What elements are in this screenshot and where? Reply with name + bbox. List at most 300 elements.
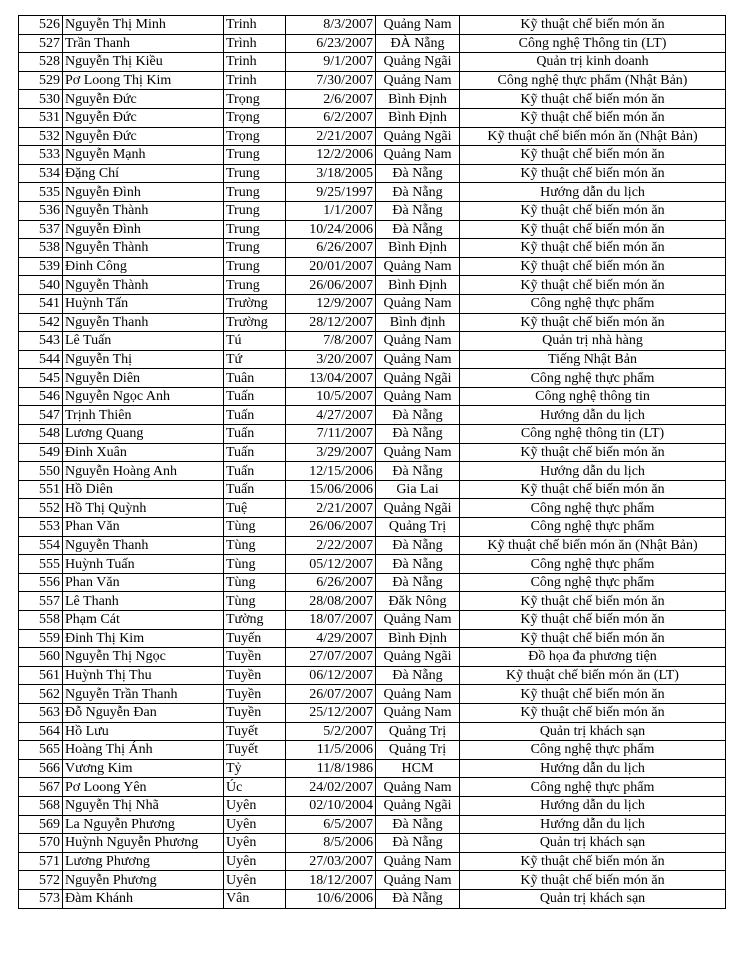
- province-cell: Quảng Nam: [376, 257, 460, 276]
- row-number: 571: [19, 852, 63, 871]
- birth-date-cell: 2/22/2007: [286, 536, 376, 555]
- major-cell: Công nghệ Thông tin (LT): [460, 34, 726, 53]
- province-cell: Đà Nẵng: [376, 462, 460, 481]
- province-cell: Đà Nẵng: [376, 815, 460, 834]
- row-number: 547: [19, 406, 63, 425]
- surname-cell: Nguyễn Thị Ngọc: [63, 648, 224, 667]
- table-row: [19, 350, 726, 369]
- birth-date-cell: 3/18/2005: [286, 164, 376, 183]
- given-name-cell: Uyên: [224, 834, 286, 853]
- table-row: [19, 146, 726, 165]
- row-number: 539: [19, 257, 63, 276]
- table-row: [19, 741, 726, 760]
- major-cell: Kỹ thuật chế biến món ăn: [460, 703, 726, 722]
- birth-date-cell: 28/12/2007: [286, 313, 376, 332]
- birth-date-cell: 12/9/2007: [286, 294, 376, 313]
- birth-date-cell: 9/1/2007: [286, 53, 376, 72]
- table-row: [19, 889, 726, 908]
- province-cell: Đà Nẵng: [376, 183, 460, 202]
- table-row: [19, 443, 726, 462]
- row-number: 532: [19, 127, 63, 146]
- given-name-cell: Trung: [224, 239, 286, 258]
- major-cell: Công nghệ thực phẩm: [460, 741, 726, 760]
- table-row: [19, 183, 726, 202]
- given-name-cell: Tuệ: [224, 499, 286, 518]
- surname-cell: Nguyễn Đức: [63, 90, 224, 109]
- table-row: [19, 164, 726, 183]
- surname-cell: Nguyễn Thành: [63, 239, 224, 258]
- birth-date-cell: 28/08/2007: [286, 592, 376, 611]
- major-cell: Kỹ thuật chế biến món ăn: [460, 164, 726, 183]
- major-cell: Hướng dẫn du lịch: [460, 759, 726, 778]
- major-cell: Kỹ thuật chế biến món ăn: [460, 592, 726, 611]
- table-row: [19, 257, 726, 276]
- given-name-cell: Tuyền: [224, 703, 286, 722]
- table-row: [19, 425, 726, 444]
- birth-date-cell: 05/12/2007: [286, 555, 376, 574]
- row-number: 555: [19, 555, 63, 574]
- province-cell: Bình Định: [376, 239, 460, 258]
- province-cell: Bình Định: [376, 108, 460, 127]
- given-name-cell: Trinh: [224, 71, 286, 90]
- table-row: [19, 722, 726, 741]
- given-name-cell: Vân: [224, 889, 286, 908]
- table-row: [19, 629, 726, 648]
- table-row: [19, 71, 726, 90]
- surname-cell: Nguyễn Hoàng Anh: [63, 462, 224, 481]
- row-number: 546: [19, 387, 63, 406]
- surname-cell: Lương Phương: [63, 852, 224, 871]
- major-cell: Công nghệ thực phẩm: [460, 369, 726, 388]
- row-number: 543: [19, 332, 63, 351]
- province-cell: Quảng Nam: [376, 16, 460, 35]
- birth-date-cell: 6/26/2007: [286, 573, 376, 592]
- row-number: 565: [19, 741, 63, 760]
- major-cell: Công nghệ thực phẩm: [460, 573, 726, 592]
- surname-cell: Đàm Khánh: [63, 889, 224, 908]
- province-cell: Đà Nẵng: [376, 555, 460, 574]
- major-cell: Hướng dẫn du lịch: [460, 815, 726, 834]
- province-cell: Bình Định: [376, 276, 460, 295]
- province-cell: Đăk Nông: [376, 592, 460, 611]
- major-cell: Kỹ thuật chế biến món ăn: [460, 852, 726, 871]
- surname-cell: Nguyễn Đức: [63, 108, 224, 127]
- row-number: 533: [19, 146, 63, 165]
- birth-date-cell: 6/26/2007: [286, 239, 376, 258]
- table-row: [19, 462, 726, 481]
- birth-date-cell: 6/5/2007: [286, 815, 376, 834]
- given-name-cell: Tuyến: [224, 629, 286, 648]
- table-row: [19, 332, 726, 351]
- major-cell: Hướng dẫn du lịch: [460, 796, 726, 815]
- given-name-cell: Tuyền: [224, 685, 286, 704]
- table-row: [19, 480, 726, 499]
- row-number: 548: [19, 425, 63, 444]
- given-name-cell: Tường: [224, 611, 286, 630]
- row-number: 557: [19, 592, 63, 611]
- birth-date-cell: 24/02/2007: [286, 778, 376, 797]
- given-name-cell: Tuấn: [224, 480, 286, 499]
- table-row: [19, 387, 726, 406]
- major-cell: Quản trị khách sạn: [460, 834, 726, 853]
- row-number: 550: [19, 462, 63, 481]
- surname-cell: Nguyễn Thị Nhã: [63, 796, 224, 815]
- major-cell: Quản trị kinh doanh: [460, 53, 726, 72]
- row-number: 528: [19, 53, 63, 72]
- surname-cell: Lương Quang: [63, 425, 224, 444]
- table-row: [19, 815, 726, 834]
- birth-date-cell: 2/21/2007: [286, 127, 376, 146]
- row-number: 556: [19, 573, 63, 592]
- province-cell: Đà Nẵng: [376, 425, 460, 444]
- surname-cell: Vương Kim: [63, 759, 224, 778]
- surname-cell: Huỳnh Thị Thu: [63, 666, 224, 685]
- surname-cell: Đinh Công: [63, 257, 224, 276]
- table-row: [19, 592, 726, 611]
- given-name-cell: Tuyền: [224, 666, 286, 685]
- major-cell: Kỹ thuật chế biến món ăn: [460, 108, 726, 127]
- row-number: 562: [19, 685, 63, 704]
- given-name-cell: Trinh: [224, 16, 286, 35]
- major-cell: Kỹ thuật chế biến món ăn (Nhật Bản): [460, 536, 726, 555]
- surname-cell: Nguyễn Phương: [63, 871, 224, 890]
- province-cell: HCM: [376, 759, 460, 778]
- table-row: [19, 852, 726, 871]
- province-cell: Quảng Nam: [376, 443, 460, 462]
- table-row: [19, 666, 726, 685]
- major-cell: Kỹ thuật chế biến món ăn: [460, 257, 726, 276]
- birth-date-cell: 06/12/2007: [286, 666, 376, 685]
- major-cell: Kỹ thuật chế biến món ăn: [460, 16, 726, 35]
- province-cell: Quảng Nam: [376, 332, 460, 351]
- province-cell: Quảng Nam: [376, 703, 460, 722]
- birth-date-cell: 7/8/2007: [286, 332, 376, 351]
- province-cell: Quảng Ngãi: [376, 499, 460, 518]
- table-row: [19, 90, 726, 109]
- table-row: [19, 834, 726, 853]
- table-row: [19, 648, 726, 667]
- row-number: 559: [19, 629, 63, 648]
- given-name-cell: Trọng: [224, 108, 286, 127]
- birth-date-cell: 27/07/2007: [286, 648, 376, 667]
- table-row: [19, 703, 726, 722]
- major-cell: Công nghệ thông tin: [460, 387, 726, 406]
- province-cell: Quảng Ngãi: [376, 369, 460, 388]
- table-row: [19, 294, 726, 313]
- birth-date-cell: 26/06/2007: [286, 518, 376, 537]
- surname-cell: Nguyễn Đình: [63, 183, 224, 202]
- birth-date-cell: 26/07/2007: [286, 685, 376, 704]
- row-number: 545: [19, 369, 63, 388]
- birth-date-cell: 8/3/2007: [286, 16, 376, 35]
- birth-date-cell: 02/10/2004: [286, 796, 376, 815]
- major-cell: Quản trị khách sạn: [460, 889, 726, 908]
- given-name-cell: Tùng: [224, 573, 286, 592]
- given-name-cell: Trung: [224, 220, 286, 239]
- surname-cell: Pơ Loong Thị Kim: [63, 71, 224, 90]
- province-cell: Đà Nẵng: [376, 220, 460, 239]
- surname-cell: Nguyễn Trần Thanh: [63, 685, 224, 704]
- major-cell: Công nghệ thông tin (LT): [460, 425, 726, 444]
- major-cell: Công nghệ thực phẩm: [460, 499, 726, 518]
- given-name-cell: Tỷ: [224, 759, 286, 778]
- given-name-cell: Trình: [224, 34, 286, 53]
- surname-cell: Nguyễn Đức: [63, 127, 224, 146]
- major-cell: Công nghệ thực phẩm: [460, 778, 726, 797]
- birth-date-cell: 15/06/2006: [286, 480, 376, 499]
- row-number: 544: [19, 350, 63, 369]
- table-row: [19, 759, 726, 778]
- surname-cell: Phạm Cát: [63, 611, 224, 630]
- major-cell: Kỹ thuật chế biến món ăn: [460, 443, 726, 462]
- province-cell: Gia Lai: [376, 480, 460, 499]
- major-cell: Kỹ thuật chế biến món ăn: [460, 201, 726, 220]
- province-cell: Bình Định: [376, 90, 460, 109]
- birth-date-cell: 2/6/2007: [286, 90, 376, 109]
- row-number: 567: [19, 778, 63, 797]
- row-number: 538: [19, 239, 63, 258]
- surname-cell: Nguyễn Thành: [63, 201, 224, 220]
- given-name-cell: Trinh: [224, 53, 286, 72]
- given-name-cell: Tuyết: [224, 741, 286, 760]
- major-cell: Công nghệ thực phẩm: [460, 555, 726, 574]
- table-row: [19, 220, 726, 239]
- surname-cell: Pơ Loong Yên: [63, 778, 224, 797]
- surname-cell: Nguyễn Thị: [63, 350, 224, 369]
- province-cell: Quảng Ngãi: [376, 53, 460, 72]
- birth-date-cell: 11/5/2006: [286, 741, 376, 760]
- given-name-cell: Uyên: [224, 871, 286, 890]
- province-cell: Quảng Ngãi: [376, 648, 460, 667]
- table-row: [19, 871, 726, 890]
- province-cell: Quảng Ngãi: [376, 127, 460, 146]
- given-name-cell: Uyên: [224, 852, 286, 871]
- province-cell: Quảng Nam: [376, 71, 460, 90]
- surname-cell: Nguyễn Thị Minh: [63, 16, 224, 35]
- birth-date-cell: 12/2/2006: [286, 146, 376, 165]
- birth-date-cell: 4/27/2007: [286, 406, 376, 425]
- row-number: 572: [19, 871, 63, 890]
- surname-cell: Hồ Lưu: [63, 722, 224, 741]
- province-cell: Quảng Nam: [376, 611, 460, 630]
- row-number: 558: [19, 611, 63, 630]
- province-cell: Bình Định: [376, 629, 460, 648]
- row-number: 553: [19, 518, 63, 537]
- given-name-cell: Tuấn: [224, 443, 286, 462]
- birth-date-cell: 6/23/2007: [286, 34, 376, 53]
- row-number: 564: [19, 722, 63, 741]
- major-cell: Kỹ thuật chế biến món ăn: [460, 611, 726, 630]
- table-row: [19, 108, 726, 127]
- birth-date-cell: 10/6/2006: [286, 889, 376, 908]
- surname-cell: Nguyễn Thanh: [63, 313, 224, 332]
- table-row: [19, 127, 726, 146]
- surname-cell: Hồ Diên: [63, 480, 224, 499]
- given-name-cell: Trung: [224, 201, 286, 220]
- surname-cell: Nguyễn Thành: [63, 276, 224, 295]
- surname-cell: Hồ Thị Quỳnh: [63, 499, 224, 518]
- birth-date-cell: 27/03/2007: [286, 852, 376, 871]
- birth-date-cell: 12/15/2006: [286, 462, 376, 481]
- table-row: [19, 313, 726, 332]
- surname-cell: Huỳnh Tuấn: [63, 555, 224, 574]
- row-number: 569: [19, 815, 63, 834]
- major-cell: Kỹ thuật chế biến món ăn: [460, 871, 726, 890]
- table-row: [19, 796, 726, 815]
- table-row: [19, 201, 726, 220]
- row-number: 534: [19, 164, 63, 183]
- surname-cell: Nguyễn Thị Kiều: [63, 53, 224, 72]
- given-name-cell: Tùng: [224, 536, 286, 555]
- roster-body: [19, 16, 726, 909]
- row-number: 527: [19, 34, 63, 53]
- given-name-cell: Trung: [224, 276, 286, 295]
- major-cell: Kỹ thuật chế biến món ăn: [460, 146, 726, 165]
- surname-cell: La Nguyễn Phương: [63, 815, 224, 834]
- given-name-cell: Úc: [224, 778, 286, 797]
- given-name-cell: Trọng: [224, 127, 286, 146]
- surname-cell: Trần Thanh: [63, 34, 224, 53]
- surname-cell: Nguyễn Ngọc Anh: [63, 387, 224, 406]
- province-cell: Đà Nẵng: [376, 834, 460, 853]
- row-number: 549: [19, 443, 63, 462]
- surname-cell: Phan Văn: [63, 573, 224, 592]
- major-cell: Hướng dẫn du lịch: [460, 462, 726, 481]
- surname-cell: Hoàng Thị Ánh: [63, 741, 224, 760]
- given-name-cell: Tứ: [224, 350, 286, 369]
- birth-date-cell: 4/29/2007: [286, 629, 376, 648]
- major-cell: Kỹ thuật chế biến món ăn: [460, 90, 726, 109]
- table-row: [19, 778, 726, 797]
- major-cell: Kỹ thuật chế biến món ăn: [460, 629, 726, 648]
- given-name-cell: Trung: [224, 146, 286, 165]
- row-number: 570: [19, 834, 63, 853]
- given-name-cell: Tuấn: [224, 425, 286, 444]
- row-number: 531: [19, 108, 63, 127]
- row-number: 541: [19, 294, 63, 313]
- table-row: [19, 239, 726, 258]
- province-cell: Quảng Trị: [376, 741, 460, 760]
- major-cell: Kỹ thuật chế biến món ăn (Nhật Bản): [460, 127, 726, 146]
- province-cell: Đà Nẵng: [376, 201, 460, 220]
- given-name-cell: Tuân: [224, 369, 286, 388]
- province-cell: Đà Nẵng: [376, 666, 460, 685]
- row-number: 573: [19, 889, 63, 908]
- given-name-cell: Tuấn: [224, 387, 286, 406]
- given-name-cell: Trường: [224, 294, 286, 313]
- birth-date-cell: 3/29/2007: [286, 443, 376, 462]
- given-name-cell: Tùng: [224, 592, 286, 611]
- birth-date-cell: 3/20/2007: [286, 350, 376, 369]
- province-cell: Đà Nẵng: [376, 164, 460, 183]
- surname-cell: Đinh Xuân: [63, 443, 224, 462]
- table-row: [19, 34, 726, 53]
- major-cell: Hướng dẫn du lịch: [460, 183, 726, 202]
- province-cell: Đà Nẵng: [376, 406, 460, 425]
- row-number: 566: [19, 759, 63, 778]
- row-number: 554: [19, 536, 63, 555]
- row-number: 560: [19, 648, 63, 667]
- major-cell: Quản trị khách sạn: [460, 722, 726, 741]
- table-row: [19, 276, 726, 295]
- province-cell: Quảng Nam: [376, 294, 460, 313]
- row-number: 536: [19, 201, 63, 220]
- province-cell: Quảng Nam: [376, 387, 460, 406]
- row-number: 529: [19, 71, 63, 90]
- major-cell: Kỹ thuật chế biến món ăn: [460, 220, 726, 239]
- birth-date-cell: 25/12/2007: [286, 703, 376, 722]
- surname-cell: Huỳnh Nguyễn Phương: [63, 834, 224, 853]
- row-number: 540: [19, 276, 63, 295]
- surname-cell: Đặng Chí: [63, 164, 224, 183]
- surname-cell: Nguyễn Thanh: [63, 536, 224, 555]
- table-row: [19, 16, 726, 35]
- major-cell: Kỹ thuật chế biến món ăn: [460, 313, 726, 332]
- surname-cell: Trịnh Thiên: [63, 406, 224, 425]
- table-row: [19, 499, 726, 518]
- given-name-cell: Uyên: [224, 815, 286, 834]
- birth-date-cell: 26/06/2007: [286, 276, 376, 295]
- major-cell: Hướng dẫn du lịch: [460, 406, 726, 425]
- birth-date-cell: 13/04/2007: [286, 369, 376, 388]
- birth-date-cell: 5/2/2007: [286, 722, 376, 741]
- major-cell: Kỹ thuật chế biến món ăn: [460, 685, 726, 704]
- given-name-cell: Trung: [224, 257, 286, 276]
- student-roster-table: [18, 15, 726, 909]
- table-row: [19, 406, 726, 425]
- table-row: [19, 53, 726, 72]
- table-row: [19, 518, 726, 537]
- province-cell: Đà Nẵng: [376, 573, 460, 592]
- major-cell: Công nghệ thực phẩm (Nhật Bản): [460, 71, 726, 90]
- table-row: [19, 573, 726, 592]
- surname-cell: Nguyễn Đình: [63, 220, 224, 239]
- major-cell: Kỹ thuật chế biến món ăn (LT): [460, 666, 726, 685]
- row-number: 535: [19, 183, 63, 202]
- province-cell: Quảng Nam: [376, 146, 460, 165]
- row-number: 563: [19, 703, 63, 722]
- given-name-cell: Trung: [224, 183, 286, 202]
- given-name-cell: Tùng: [224, 518, 286, 537]
- table-row: [19, 555, 726, 574]
- row-number: 542: [19, 313, 63, 332]
- surname-cell: Đỗ Nguyễn Đan: [63, 703, 224, 722]
- birth-date-cell: 20/01/2007: [286, 257, 376, 276]
- surname-cell: Lê Thanh: [63, 592, 224, 611]
- surname-cell: Đinh Thị Kim: [63, 629, 224, 648]
- birth-date-cell: 9/25/1997: [286, 183, 376, 202]
- birth-date-cell: 10/24/2006: [286, 220, 376, 239]
- province-cell: Quảng Trị: [376, 518, 460, 537]
- surname-cell: Nguyễn Mạnh: [63, 146, 224, 165]
- birth-date-cell: 11/8/1986: [286, 759, 376, 778]
- table-row: [19, 369, 726, 388]
- surname-cell: Huỳnh Tấn: [63, 294, 224, 313]
- birth-date-cell: 2/21/2007: [286, 499, 376, 518]
- major-cell: Kỹ thuật chế biến món ăn: [460, 239, 726, 258]
- surname-cell: Nguyễn Diên: [63, 369, 224, 388]
- row-number: 568: [19, 796, 63, 815]
- province-cell: Quảng Trị: [376, 722, 460, 741]
- given-name-cell: Tuấn: [224, 462, 286, 481]
- given-name-cell: Tùng: [224, 555, 286, 574]
- given-name-cell: Tuyết: [224, 722, 286, 741]
- given-name-cell: Tú: [224, 332, 286, 351]
- birth-date-cell: 8/5/2006: [286, 834, 376, 853]
- major-cell: Công nghệ thực phẩm: [460, 518, 726, 537]
- given-name-cell: Tuyền: [224, 648, 286, 667]
- given-name-cell: Trung: [224, 164, 286, 183]
